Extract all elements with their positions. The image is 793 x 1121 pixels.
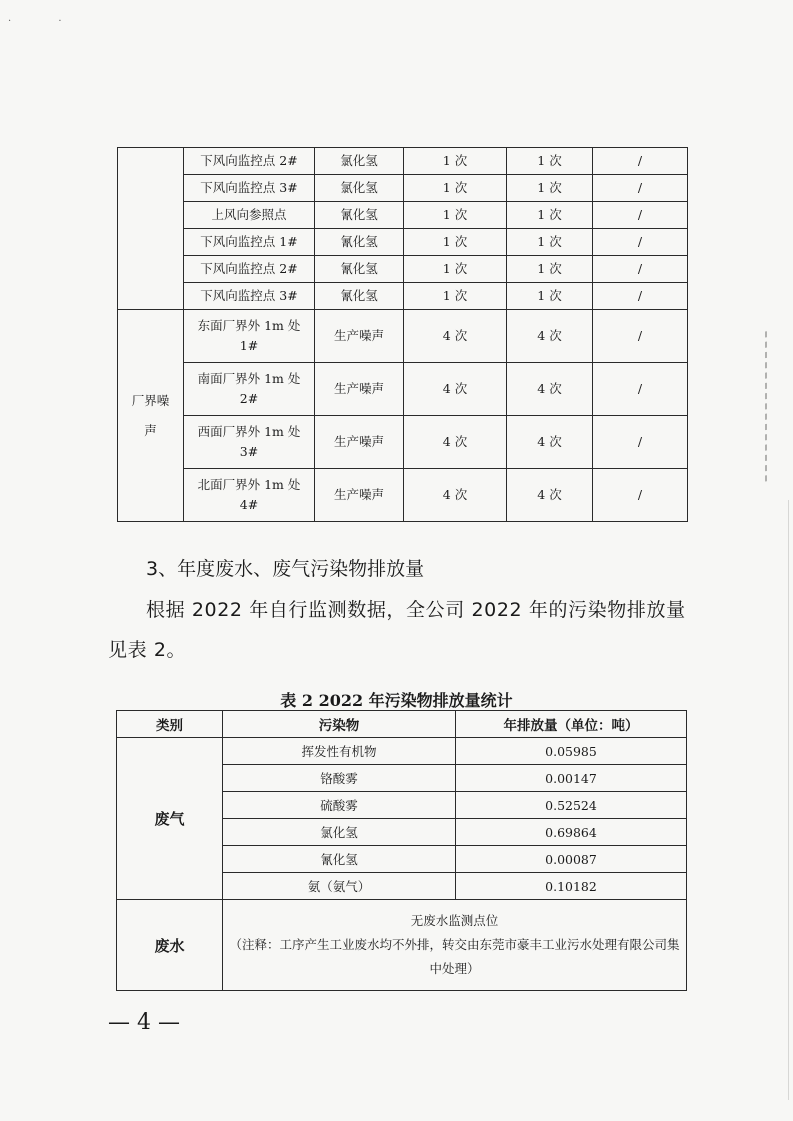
table-row: [118, 229, 688, 256]
frequency-cell: 4 次: [507, 310, 593, 363]
frequency-cell: 1 次: [507, 229, 593, 256]
amount-cell: 0.69864: [456, 819, 687, 846]
frequency-cell: 1 次: [404, 229, 507, 256]
monitoring-item-cell: 生产噪声: [315, 469, 404, 522]
frequency-cell: 4 次: [507, 363, 593, 416]
remark-cell: /: [593, 148, 688, 175]
pollutant-cell: 硫酸雾: [223, 792, 456, 819]
amount-cell: 0.00147: [456, 765, 687, 792]
header-category: 类别: [117, 711, 223, 738]
amount-cell: 0.00087: [456, 846, 687, 873]
waste-water-note-cell: [223, 900, 687, 991]
table-row: [118, 256, 688, 283]
category-cell-waste-gas: 废气: [117, 738, 223, 900]
monitoring-point-cell: 下风向监控点 1#: [184, 229, 315, 256]
frequency-cell: 1 次: [507, 256, 593, 283]
emission-table-header-row: [117, 711, 687, 738]
remark-cell: /: [593, 363, 688, 416]
page-number: — 4 —: [108, 1010, 180, 1035]
table-row: [118, 363, 688, 416]
remark-cell: /: [593, 416, 688, 469]
monitoring-table-body: [118, 148, 688, 522]
monitoring-item-cell: 氯化氢: [315, 148, 404, 175]
remark-cell: /: [593, 469, 688, 522]
frequency-cell: 1 次: [507, 175, 593, 202]
monitoring-item-cell: 氰化氢: [315, 256, 404, 283]
frequency-cell: 4 次: [404, 469, 507, 522]
frequency-cell: 4 次: [507, 416, 593, 469]
frequency-cell: 1 次: [507, 283, 593, 310]
frequency-cell: 1 次: [404, 283, 507, 310]
table-row: [118, 283, 688, 310]
frequency-cell: 4 次: [404, 310, 507, 363]
scan-marks: · ·: [8, 16, 84, 27]
monitoring-point-cell: 北面厂界外 1m 处 4#: [184, 469, 315, 522]
seam-stamp-mark: [765, 328, 787, 481]
frequency-cell: 4 次: [404, 363, 507, 416]
frequency-cell: 1 次: [404, 148, 507, 175]
section-heading: 3、年度废水、废气污染物排放量: [146, 558, 425, 580]
body-paragraph: 根据 2022 年自行监测数据，全公司 2022 年的污染物排放量见表 2。: [108, 599, 686, 661]
category-cell-noise: 厂界噪声: [118, 310, 184, 522]
amount-cell: 0.52524: [456, 792, 687, 819]
amount-cell: 0.10182: [456, 873, 687, 900]
frequency-cell: 4 次: [404, 416, 507, 469]
frequency-cell: 1 次: [404, 202, 507, 229]
monitoring-point-cell: 下风向监控点 2#: [184, 256, 315, 283]
pollutant-cell: 氯化氢: [223, 819, 456, 846]
header-amount: 年排放量（单位：吨）: [456, 711, 687, 738]
table-row: [118, 310, 688, 363]
pollutant-cell: 氨（氨气）: [223, 873, 456, 900]
monitoring-item-cell: 生产噪声: [315, 310, 404, 363]
remark-cell: /: [593, 175, 688, 202]
pollutant-cell: 氰化氢: [223, 846, 456, 873]
category-cell-waste-water: 废水: [117, 900, 223, 991]
monitoring-table: [117, 147, 688, 522]
frequency-cell: 4 次: [507, 469, 593, 522]
monitoring-point-cell: 下风向监控点 2#: [184, 148, 315, 175]
amount-cell: 0.05985: [456, 738, 687, 765]
emission-table-body: [117, 738, 687, 991]
monitoring-point-cell: 南面厂界外 1m 处 2#: [184, 363, 315, 416]
monitoring-item-cell: 氰化氢: [315, 202, 404, 229]
waste-water-note-line1: 无废水监测点位: [410, 913, 499, 928]
table-row: [118, 202, 688, 229]
monitoring-point-cell: 下风向监控点 3#: [184, 175, 315, 202]
frequency-cell: 1 次: [404, 256, 507, 283]
frequency-cell: 1 次: [404, 175, 507, 202]
monitoring-point-cell: 西面厂界外 1m 处 3#: [184, 416, 315, 469]
pollutant-cell: 铬酸雾: [223, 765, 456, 792]
table-row: [117, 900, 687, 991]
monitoring-item-cell: 生产噪声: [315, 416, 404, 469]
pollutant-cell: 挥发性有机物: [223, 738, 456, 765]
table-row: [118, 148, 688, 175]
table-row: [118, 416, 688, 469]
remark-cell: /: [593, 256, 688, 283]
monitoring-point-cell: 下风向监控点 3#: [184, 283, 315, 310]
remark-cell: /: [593, 202, 688, 229]
header-pollutant: 污染物: [223, 711, 456, 738]
remark-cell: /: [593, 310, 688, 363]
waste-water-note-line2: （注释：工序产生工业废水均不外排，转交由东莞市豪丰工业污水处理有限公司集中处理）: [229, 937, 680, 976]
table-caption: 表 2 2022 年污染物排放量统计: [280, 691, 513, 710]
table-row: [118, 469, 688, 522]
monitoring-item-cell: 氰化氢: [315, 229, 404, 256]
monitoring-item-cell: 氰化氢: [315, 283, 404, 310]
monitoring-point-cell: 东面厂界外 1m 处 1#: [184, 310, 315, 363]
emission-table: [116, 710, 687, 991]
remark-cell: /: [593, 229, 688, 256]
monitoring-item-cell: 氯化氢: [315, 175, 404, 202]
frequency-cell: 1 次: [507, 202, 593, 229]
scan-edge-line: [788, 500, 789, 1100]
remark-cell: /: [593, 283, 688, 310]
monitoring-point-cell: 上风向参照点: [184, 202, 315, 229]
monitoring-item-cell: 生产噪声: [315, 363, 404, 416]
table-row: [117, 738, 687, 765]
table-row: [118, 175, 688, 202]
frequency-cell: 1 次: [507, 148, 593, 175]
category-cell-gas: [118, 148, 184, 310]
